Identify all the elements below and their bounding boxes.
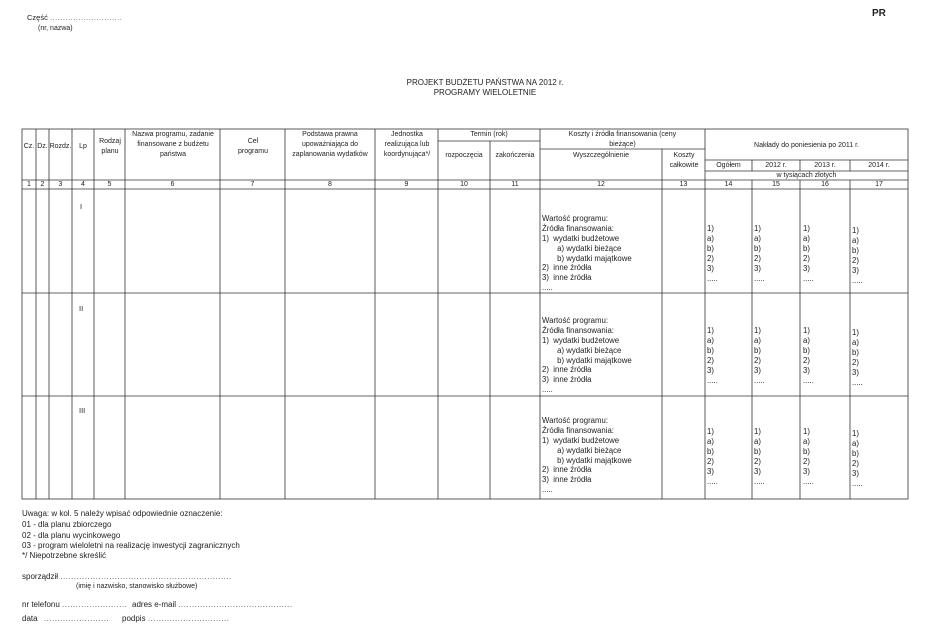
section-description: Wartość programu: Źródła finansowania: 1) wydatki budżetowe a) wydatki bieżące b) wydatki majątkowe 2) inne źródła 3) inne źródła ..... — [542, 213, 632, 293]
col-dz: Dz. — [37, 143, 48, 150]
col-wyszczegolnienie: Wyszczególnienie — [573, 152, 629, 159]
col-2013: 2013 r. — [814, 162, 836, 169]
col-number: 10 — [460, 181, 468, 188]
col-nazwa: Nazwa programu, zadanie finansowane z budżetu państwa — [132, 131, 214, 158]
col-number: 5 — [107, 181, 112, 188]
col-number: 17 — [875, 181, 883, 188]
values-ogolem[interactable]: 1) a) b) 2) 3) ..... — [707, 224, 718, 283]
values-2013[interactable]: 1) a) b) 2) 3) ..... — [803, 427, 814, 486]
date-field[interactable]: ........................ — [43, 614, 110, 623]
col-zakonczenia: zakończenia — [495, 152, 535, 159]
col-number: 3 — [58, 181, 63, 188]
col-rozpoczecia: rozpoczęcia — [445, 152, 483, 159]
signature-field[interactable]: .............................. — [147, 614, 230, 623]
email-row: adres e-mail .......................................... — [132, 600, 293, 609]
values-2014[interactable]: 1) a) b) 2) 3) ..... — [852, 226, 863, 285]
col-podstawa: Podstawa prawna upoważniająca do zaplanowania wydatków — [292, 131, 368, 158]
values-2012[interactable]: 1) a) b) 2) 3) ..... — [754, 224, 765, 283]
col-rozdz: Rozdz. — [49, 143, 72, 150]
values-2014[interactable]: 1) a) b) 2) 3) ..... — [852, 328, 863, 387]
note-line: */ Niepotrzebne skreślić — [22, 551, 107, 560]
section-description: Wartość programu: Źródła finansowania: 1) wydatki budżetowe a) wydatki bieżące b) wydatki majątkowe 2) inne źródła 3) inne źródła ..... — [542, 415, 632, 495]
section-lp: II — [79, 304, 84, 313]
col-number: 9 — [404, 181, 409, 188]
col-ogolem: Ogółem — [716, 162, 741, 169]
col-number: 2 — [40, 181, 45, 188]
form-code: PR — [872, 8, 886, 19]
values-2014[interactable]: 1) a) b) 2) 3) ..... — [852, 429, 863, 488]
page-title: PROJEKT BUDŻETU PAŃSTWA NA 2012 r. PROGRAMY WIELOLETNIE — [406, 78, 564, 97]
col-number: 8 — [328, 181, 332, 188]
signature-row: podpis .............................. — [122, 614, 230, 623]
col-cz: Cz. — [23, 143, 35, 150]
col-number: 16 — [821, 181, 829, 188]
part-hint: (nr, nazwa) — [38, 25, 73, 32]
values-2012[interactable]: 1) a) b) 2) 3) ..... — [754, 427, 765, 486]
col-rodzaj: Rodzaj planu — [99, 138, 121, 155]
section-lp: I — [80, 202, 83, 211]
part-label: Część ............................ — [27, 13, 123, 22]
values-ogolem[interactable]: 1) a) b) 2) 3) ..... — [707, 427, 718, 486]
col-number: 11 — [511, 181, 519, 188]
note-line: 01 - dla planu zbiorczego — [22, 520, 112, 529]
col-naklady: Nakłady do poniesienia po 2011 r. — [754, 142, 859, 149]
col-lp: Lp — [79, 143, 87, 150]
col-2012: 2012 r. — [765, 162, 787, 169]
col-jednostka: Jednostka realizująca lub koordynująca*/ — [383, 131, 431, 158]
values-ogolem[interactable]: 1) a) b) 2) 3) ..... — [707, 326, 718, 385]
col-termin: Termin (rok) — [470, 131, 508, 138]
col-number: 1 — [27, 181, 31, 188]
col-unit: w tysiącach złotych — [776, 172, 837, 179]
section-lp: III — [79, 406, 86, 415]
note-line: 03 - program wieloletni na realizację inwestycji zagranicznych — [22, 541, 240, 550]
col-number: 6 — [170, 181, 175, 188]
part-field[interactable]: ............................ — [49, 13, 123, 22]
values-2013[interactable]: 1) a) b) 2) 3) ..... — [803, 224, 814, 283]
col-number: 4 — [81, 181, 85, 188]
col-koszty-calkowite: Koszty całkowite — [669, 152, 699, 169]
phone-field[interactable]: ........................ — [62, 600, 128, 609]
note-line: 02 - dla planu wycinkowego — [22, 531, 121, 540]
col-number: 7 — [250, 181, 255, 188]
col-number: 12 — [597, 181, 605, 188]
date-row: data ........................ — [22, 614, 110, 623]
note-line: Uwaga: w kol. 5 należy wpisać odpowiednie oznaczenie: — [22, 509, 223, 518]
phone-row: nr telefonu ........................ — [22, 600, 128, 609]
col-koszty-group: Koszty i źródła finansowania (ceny bieżące) — [568, 131, 677, 148]
prepared-by-field[interactable]: ............................................................... — [60, 572, 232, 581]
prepared-hint: (imię i nazwisko, stanowisko służbowe) — [76, 583, 198, 590]
col-cel: Cel programu — [238, 138, 268, 155]
col-number: 13 — [679, 181, 688, 188]
values-2012[interactable]: 1) a) b) 2) 3) ..... — [754, 326, 765, 385]
col-number: 14 — [724, 181, 733, 188]
email-field[interactable]: .......................................... — [178, 600, 293, 609]
prepared-by: sporządził ............................................................... — [22, 572, 232, 581]
col-number: 15 — [772, 181, 780, 188]
values-2013[interactable]: 1) a) b) 2) 3) ..... — [803, 326, 814, 385]
section-description: Wartość programu: Źródła finansowania: 1) wydatki budżetowe a) wydatki bieżące b) wydatki majątkowe 2) inne źródła 3) inne źródła ..... — [542, 315, 632, 395]
col-2014: 2014 r. — [868, 162, 890, 169]
